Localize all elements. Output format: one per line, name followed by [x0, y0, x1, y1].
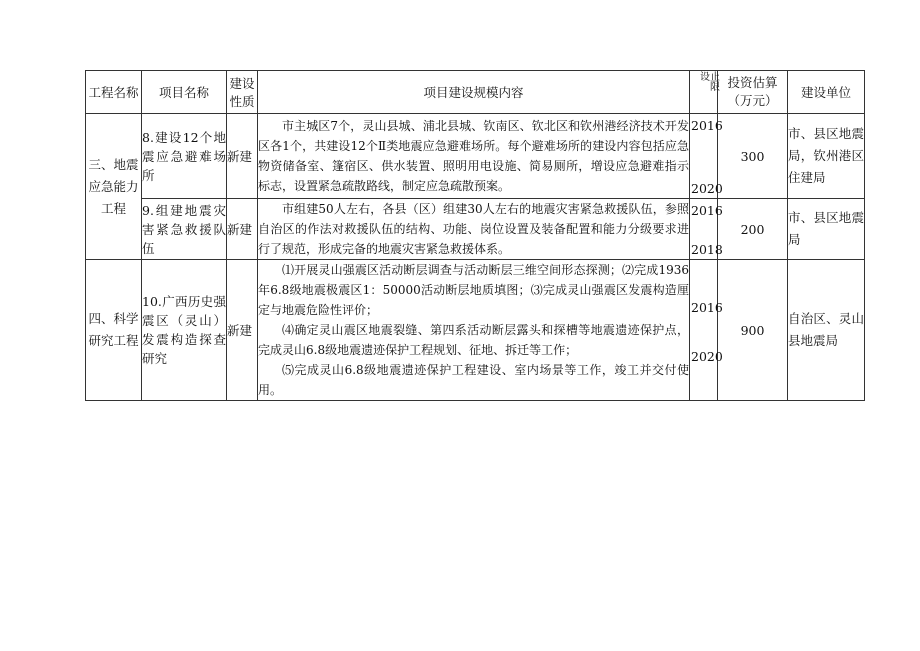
content-item: ⑴开展灵山强震区活动断层调查与活动断层三维空间形态探测；⑵完成1936年6.8级地震极震区1：50000活动断层地质填图；⑶完成灵山强震区发震构造厘定与地震危险性评价；	[258, 263, 689, 317]
period-cell	[690, 260, 723, 401]
content-item: ⑷确定灵山震区地震裂缝、第四系活动断层露头和探槽等地震遗迹保护点，完成灵山6.8级地震遗迹保护工程规划、征地、拆迁等工作；	[258, 323, 689, 357]
header-investment-line2: （万元）	[727, 93, 778, 108]
header-project-name: 项目名称	[142, 71, 227, 114]
content-cell	[258, 260, 690, 401]
header-project-category: 工程名称	[86, 71, 142, 114]
nature-cell: 新建	[227, 114, 258, 199]
unit-cell: 市、县区地震局	[788, 199, 865, 260]
project-table	[85, 70, 865, 401]
start-year: 2016	[691, 203, 723, 218]
project-name-cell: 8.建设12个地震应急避难场所	[142, 114, 227, 199]
project-name-cell: 9.组建地震灾害紧急救援队伍	[142, 199, 227, 260]
header-content: 项目建设规模内容	[258, 71, 690, 114]
period-cell	[690, 114, 723, 199]
category-cell: 四、科学研究工程	[86, 260, 142, 401]
content-cell	[258, 114, 690, 199]
content-cell	[258, 199, 690, 260]
header-investment	[718, 71, 788, 114]
unit-cell: 自治区、灵山县地震局	[788, 260, 865, 401]
table-row	[86, 199, 865, 260]
nature-cell: 新建	[227, 260, 258, 401]
investment-cell: 300	[718, 114, 788, 199]
header-nature: 建设性质	[227, 71, 258, 114]
start-year: 2016	[691, 118, 723, 133]
header-period	[690, 71, 718, 114]
header-investment-line1: 投资估算	[727, 75, 778, 90]
header-period-label: 设止限	[700, 72, 720, 93]
table-row	[86, 114, 865, 199]
investment-cell: 900	[718, 260, 788, 401]
header-unit: 建设单位	[788, 71, 865, 114]
start-year: 2016	[691, 300, 723, 315]
end-year: 2018	[691, 242, 723, 257]
period-cell	[690, 199, 723, 260]
end-year: 2020	[691, 181, 723, 196]
header-row	[86, 71, 865, 114]
content-paragraph: 市主城区7个，灵山县城、浦北县城、钦南区、钦北区和钦州港经济技术开发区各1个，共建设12个Ⅱ类地震应急避难场所。每个避难场所的建设内容包括应急物资储备室、篷宿区、供水装置、照明用电设施、简易厕所，增设应急避难指示标志，设置紧急疏散路线，制定应急疏散预案。	[258, 119, 689, 193]
end-year: 2020	[691, 349, 723, 364]
project-name-cell: 10.广西历史强震区（灵山）发震构造探查研究	[142, 260, 227, 401]
content-item: ⑸完成灵山6.8级地震遗迹保护工程建设、室内场景等工作，竣工并交付使用。	[258, 363, 689, 397]
category-cell: 三、地震应急能力工程	[86, 114, 142, 260]
nature-cell: 新建	[227, 199, 258, 260]
unit-cell: 市、县区地震局，钦州港区住建局	[788, 114, 865, 199]
content-paragraph: 市组建50人左右，各县（区）组建30人左右的地震灾害紧急救援队伍，参照自治区的作法对救援队伍的结构、功能、岗位设置及装备配置和能力分级要求进行了规范，形成完备的地震灾害紧急救援体系。	[258, 202, 689, 256]
table-row	[86, 260, 865, 401]
investment-cell: 200	[718, 199, 788, 260]
